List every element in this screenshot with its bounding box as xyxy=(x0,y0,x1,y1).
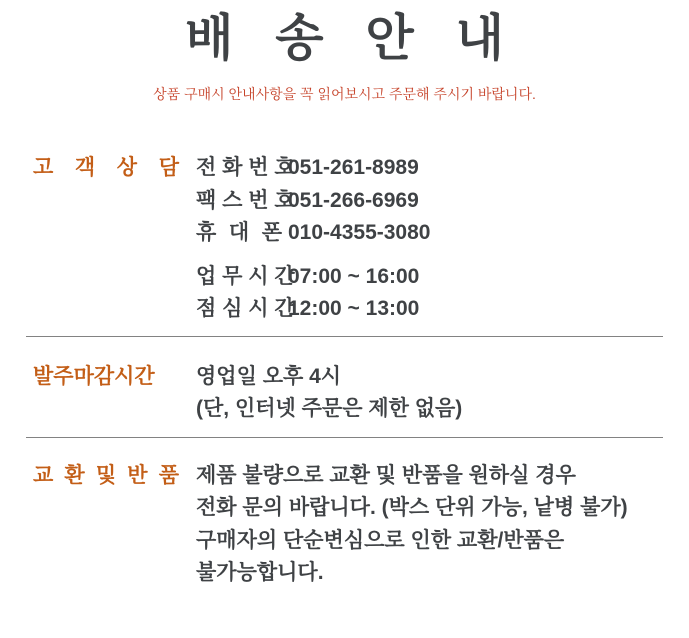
business-hours-row xyxy=(196,261,430,294)
section-label-exchange-return: 교 환 및 반 품 xyxy=(33,463,179,487)
mobile-row xyxy=(196,217,430,250)
mobile-label: 휴 대 폰 xyxy=(196,221,282,244)
fax-label: 팩 스 번 호 xyxy=(196,188,295,212)
section-label-customer-service: 고 객 상 담 xyxy=(33,156,179,179)
phone-row xyxy=(196,152,430,185)
page-subtitle: 상품 구매시 안내사항을 꼭 읽어보시고 주문해 주시기 바랍니다. xyxy=(153,86,536,102)
lunch-hours-value: 12:00 ~ 13:00 xyxy=(288,297,420,320)
phone-value: 051-261-8989 xyxy=(288,156,419,179)
section-customer-service xyxy=(0,152,689,326)
mobile-value: 010-4355-3080 xyxy=(288,221,431,244)
section-body-customer-service xyxy=(196,152,430,326)
fax-row xyxy=(196,185,430,218)
fax-value: 051-266-6969 xyxy=(288,188,419,212)
lunch-hours-label: 점 심 시 간 xyxy=(196,297,295,320)
lunch-hours-row xyxy=(196,293,430,326)
deadline-note-line: (단, 인터넷 주문은 제한 없음) xyxy=(196,397,463,420)
section-order-deadline xyxy=(0,361,689,426)
section-exchange-return xyxy=(0,460,689,590)
page-title: 배 송 안 내 xyxy=(185,10,518,66)
business-hours-label: 업 무 시 간 xyxy=(196,264,295,288)
business-hours-value: 07:00 ~ 16:00 xyxy=(288,264,420,288)
exchange-line: 불가능합니다. xyxy=(196,561,324,584)
divider xyxy=(26,437,663,438)
spacer xyxy=(196,250,430,261)
deadline-line: 영업일 오후 4시 xyxy=(196,364,342,388)
section-body-exchange-return xyxy=(196,460,628,590)
exchange-line: 전화 문의 바랍니다. (박스 단위 가능, 낱병 불가) xyxy=(196,496,628,519)
phone-label: 전 화 번 호 xyxy=(196,156,295,179)
exchange-line: 구매자의 단순변심으로 인한 교환/반품은 xyxy=(196,528,565,552)
section-body-order-deadline xyxy=(196,361,462,426)
divider xyxy=(26,336,663,337)
exchange-line: 제품 불량으로 교환 및 반품을 원하실 경우 xyxy=(196,463,576,487)
section-label-order-deadline: 발주마감시간 xyxy=(33,364,155,388)
